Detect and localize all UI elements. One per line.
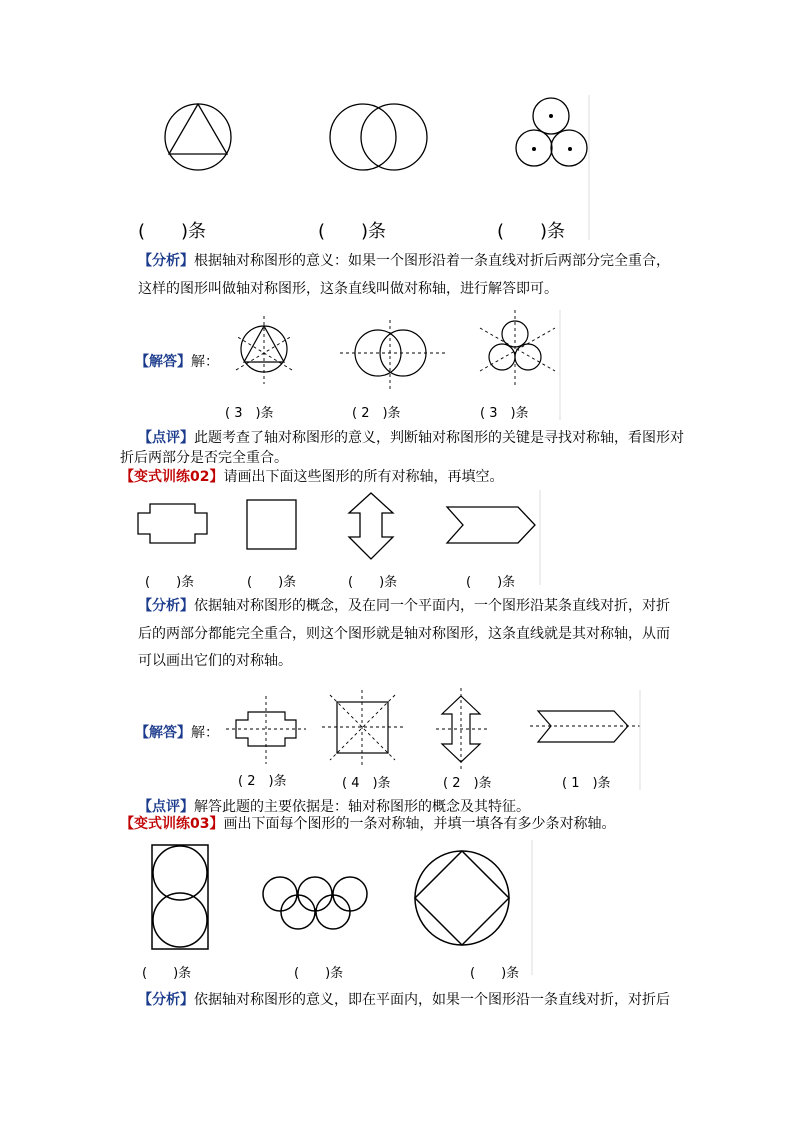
- ex1-answer-1: ( 3 )条: [225, 406, 274, 421]
- ex1-comment-line2: 折后两部分是否完全重合。: [120, 450, 288, 466]
- ex1-analysis-line1: 【分析】根据轴对称图形的意义：如果一个图形沿着一条直线对折后两部分完全重合，: [138, 253, 670, 269]
- ex1-blank-2[interactable]: ( )条: [318, 221, 387, 242]
- ex2-analysis-line3: 可以画出它们的对称轴。: [138, 653, 292, 669]
- ex2-blank-2[interactable]: ( )条: [247, 575, 297, 590]
- ex1-blank-1[interactable]: ( )条: [138, 221, 207, 242]
- rectangle-frame: [152, 845, 208, 949]
- ex1-answer-3: ( 3 )条: [480, 406, 529, 421]
- ex1-blank-3[interactable]: ( )条: [497, 221, 566, 242]
- ex2-analysis-line1: 【分析】依据轴对称图形的概念，及在同一个平面内，一个图形沿某条直线对折，对折: [138, 598, 670, 614]
- ex1-comment-line1: 【点评】此题考查了轴对称图形的意义，判断轴对称图形的关键是寻找对称轴，看图形对: [138, 430, 684, 446]
- ring-5: [316, 895, 350, 929]
- rect-circle-bottom: [153, 893, 207, 947]
- ex3-blank-1[interactable]: ( )条: [142, 966, 192, 981]
- ex1-analysis-line2: 这样的图形叫做轴对称图形，这条直线叫做对称轴，进行解答即可。: [138, 281, 558, 297]
- ex2-comment: 【点评】解答此题的主要依据是：轴对称图形的概念及其特征。: [138, 799, 530, 815]
- ex2-blank-3[interactable]: ( )条: [348, 575, 398, 590]
- ring-4: [281, 895, 315, 929]
- ex3-blank-2[interactable]: ( )条: [294, 966, 344, 981]
- ex2-answer-1: ( 2 )条: [238, 774, 287, 789]
- ring-2: [298, 877, 332, 911]
- ex2-blank-1[interactable]: ( )条: [145, 575, 195, 590]
- ex2-heading: 【变式训练02】请画出下面这些图形的所有对称轴，再填空。: [120, 469, 504, 485]
- ex2-answer-label: 【解答】解：: [135, 725, 219, 741]
- rect-circle-top: [153, 846, 207, 900]
- ex2-answer-3: ( 2 )条: [443, 776, 492, 791]
- ex2-answer-4: ( 1 )条: [562, 776, 611, 791]
- ex2-analysis-line2: 后的两部分都能完全重合，则这个图形就是轴对称图形，这条直线就是其对称轴，从而: [138, 626, 670, 642]
- ex3-analysis-line1: 【分析】依据轴对称图形的意义，即在平面内，如果一个图形沿一条直线对折，对折后: [138, 992, 670, 1008]
- ring-1: [263, 877, 297, 911]
- ex2-answer-2: ( 4 )条: [342, 776, 391, 791]
- analysis-tag: 【分析】: [138, 253, 194, 269]
- ex3-blank-3[interactable]: ( )条: [470, 966, 520, 981]
- ex1-answer-label: 【解答】解：: [135, 354, 219, 370]
- ring-3: [333, 877, 367, 911]
- ex1-answer-2: ( 2 )条: [352, 406, 401, 421]
- ex2-blank-4[interactable]: ( )条: [466, 575, 516, 590]
- outer-circle: [415, 851, 509, 945]
- ex3-heading: 【变式训练03】画出下面每个图形的一条对称轴，并填一填各有多少条对称轴。: [120, 816, 616, 832]
